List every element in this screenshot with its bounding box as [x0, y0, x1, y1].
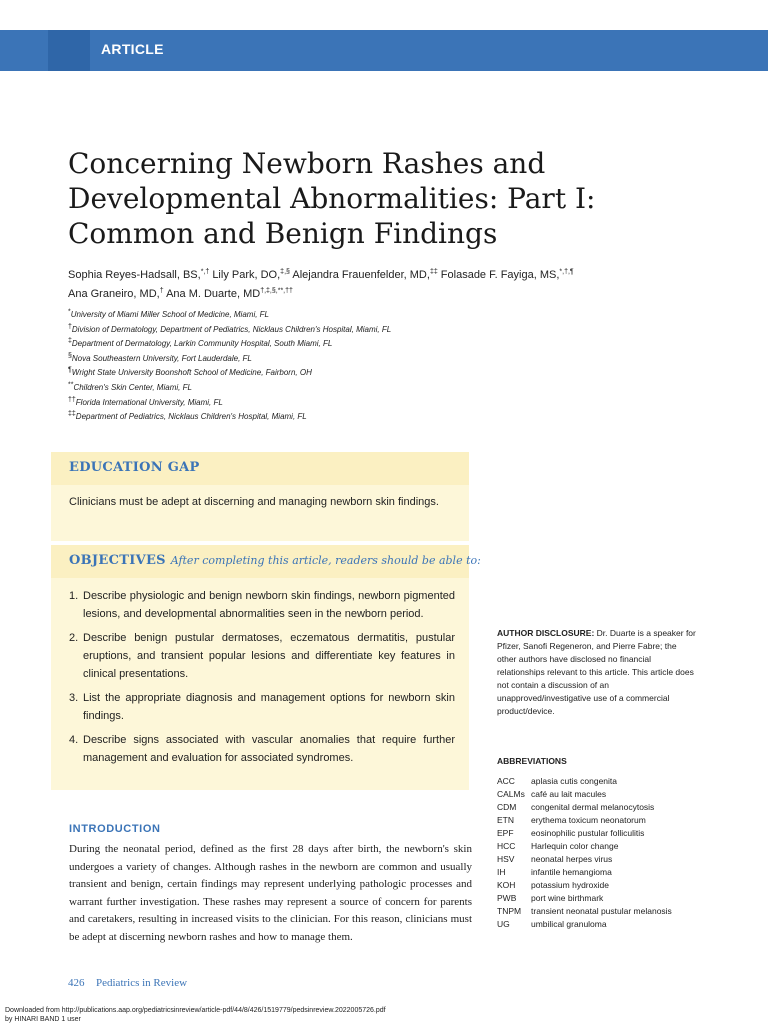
abbreviation-code: HCC	[497, 841, 516, 851]
abbreviation-row	[497, 801, 727, 814]
affiliation-list	[68, 308, 588, 425]
objective-item	[69, 689, 455, 725]
affiliation-text: Children's Skin Center, Miami, FL	[73, 382, 192, 392]
abbreviation-row	[497, 905, 727, 918]
abbreviation-def: café au lait macules	[531, 789, 607, 799]
author-mark: †	[159, 287, 164, 295]
abbreviation-row	[497, 840, 727, 853]
abbreviation-row	[497, 853, 727, 866]
abbreviation-def: transient neonatal pustular melanosis	[531, 906, 672, 916]
abbreviation-def: Harlequin color change	[531, 841, 619, 851]
objective-item	[69, 731, 455, 767]
title-line: Common and Benign Findings	[68, 217, 498, 250]
author-line	[68, 285, 708, 304]
affiliation-mark: ‡‡	[68, 410, 76, 418]
author-mark: *,†,¶	[559, 268, 574, 276]
author-disclosure	[497, 627, 697, 718]
affiliation	[68, 410, 588, 425]
author-name: Ana M. Duarte, MD	[166, 288, 261, 300]
abbreviation-code: UG	[497, 919, 510, 929]
abbreviation-def: eosinophilic pustular folliculitis	[531, 828, 645, 838]
author-list	[68, 266, 708, 304]
section-label: ARTICLE	[101, 41, 164, 57]
author-mark: *,†	[200, 268, 210, 276]
abbreviation-code: ETN	[497, 815, 514, 825]
disclosure-text: Dr. Duarte is a speaker for Pfizer, Sanofi Regeneron, and Pierre Fabre; the other authors have disclosed no financial relationships relevant to this article. This article does not contain a discussion of an unapproved/investigative use of a commercial product/device.	[497, 628, 696, 716]
abbreviation-code: ACC	[497, 776, 515, 786]
abbreviation-row	[497, 775, 727, 788]
objective-text: Describe physiologic and benign newborn skin findings, newborn pigmented lesions, and developmental abnormalities seen in the newborn period.	[83, 590, 455, 620]
affiliation	[68, 323, 588, 338]
abbreviations-heading: ABBREVIATIONS	[497, 756, 567, 766]
abbreviation-code: IH	[497, 867, 506, 877]
abbreviation-def: neonatal herpes virus	[531, 854, 613, 864]
objective-item	[69, 629, 455, 683]
author-name: Folasade F. Fayiga, MS,	[440, 269, 560, 281]
abbreviation-def: erythema toxicum neonatorum	[531, 815, 646, 825]
objective-text: Describe benign pustular dermatoses, eczematous dermatitis, pustular eruptions, and transient popular lesions and differentiate key features in clinical presentations.	[83, 632, 455, 680]
abbreviation-row	[497, 879, 727, 892]
abbreviation-def: infantile hemangioma	[531, 867, 612, 877]
affiliation	[68, 396, 588, 411]
introduction-heading: INTRODUCTION	[69, 823, 161, 835]
affiliation-mark: *	[68, 308, 71, 316]
affiliation	[68, 352, 588, 367]
abbreviation-def: potassium hydroxide	[531, 880, 609, 890]
abbreviation-row	[497, 827, 727, 840]
download-notice	[5, 1007, 705, 1024]
affiliation-mark: ††	[68, 395, 76, 403]
abbreviation-row	[497, 866, 727, 879]
affiliation-mark: **	[68, 381, 74, 389]
affiliation-mark: ‡	[68, 337, 72, 345]
author-name: Lily Park, DO,	[212, 269, 281, 281]
objectives-heading	[69, 553, 481, 568]
abbreviation-code: HSV	[497, 854, 515, 864]
abbreviation-def: umbilical granuloma	[531, 919, 607, 929]
abbreviations-list	[497, 775, 727, 931]
affiliation	[68, 366, 588, 381]
download-url: Downloaded from http://publications.aap.org/pediatricsinreview/article-pdf/44/8/426/1519779/pedsinreview.2022005726.pdf	[5, 1007, 386, 1014]
affiliation	[68, 308, 588, 323]
abbreviation-def: aplasia cutis congenita	[531, 776, 618, 786]
objectives-list	[69, 587, 455, 773]
abbreviation-def: port wine birthmark	[531, 893, 604, 903]
abbreviation-code: CALMs	[497, 789, 525, 799]
affiliation-mark: ¶	[68, 366, 72, 374]
objective-number: 4.	[69, 734, 79, 746]
affiliation-text: Department of Dermatology, Larkin Community Hospital, South Miami, FL	[71, 339, 333, 349]
author-line	[68, 266, 708, 285]
objectives-title: OBJECTIVES	[69, 553, 166, 568]
affiliation	[68, 381, 588, 396]
author-name: Alejandra Frauenfelder, MD,	[292, 269, 430, 281]
affiliation-text: Florida International University, Miami, FL	[75, 397, 223, 407]
abbreviation-code: KOH	[497, 880, 516, 890]
journal-name: Pediatrics in Review	[96, 977, 188, 989]
objective-number: 2.	[69, 632, 79, 644]
author-mark: ‡,§	[280, 268, 290, 276]
abbreviation-code: PWB	[497, 893, 517, 903]
abbreviation-row	[497, 788, 727, 801]
abbreviation-row	[497, 814, 727, 827]
education-gap-heading: EDUCATION GAP	[69, 460, 200, 475]
affiliation-text: Wright State University Boonshoft School of Medicine, Fairborn, OH	[71, 368, 312, 378]
affiliation-text: Division of Dermatology, Department of Pediatrics, Nicklaus Children's Hospital, Miami, FL	[71, 324, 392, 334]
disclosure-label: AUTHOR DISCLOSURE:	[497, 628, 595, 638]
affiliation-text: University of Miami Miller School of Medicine, Miami, FL	[70, 310, 270, 319]
abbreviation-code: CDM	[497, 802, 517, 812]
affiliation-text: Department of Pediatrics, Nicklaus Children's Hospital, Miami, FL	[75, 412, 307, 422]
objective-number: 3.	[69, 692, 79, 704]
author-name: Sophia Reyes-Hadsall, BS,	[68, 269, 201, 281]
affiliation-mark: †	[68, 322, 72, 330]
author-mark: ‡‡	[429, 268, 438, 276]
author-name: Ana Graneiro, MD,	[68, 288, 160, 300]
abbreviation-code: EPF	[497, 828, 514, 838]
title-line: Concerning Newborn Rashes and	[68, 147, 546, 180]
download-user: by HINARI BAND 1 user	[5, 1015, 81, 1023]
affiliation-text: Nova Southeastern University, Fort Lauderdale, FL	[71, 353, 252, 363]
article-title	[68, 146, 708, 251]
objectives-intro: After completing this article, readers should be able to:	[170, 554, 481, 567]
objective-text: Describe signs associated with vascular anomalies that require further management and evaluation for associated syndromes.	[83, 734, 455, 764]
objective-text: List the appropriate diagnosis and management options for newborn skin findings.	[83, 692, 455, 722]
objective-number: 1.	[69, 590, 79, 602]
abbreviation-row	[497, 892, 727, 905]
page-number: 426	[68, 977, 85, 989]
education-gap-text: Clinicians must be adept at discerning and managing newborn skin findings.	[69, 496, 439, 508]
affiliation-mark: §	[68, 352, 72, 360]
title-line: Developmental Abnormalities: Part I:	[68, 182, 596, 215]
abbreviation-def: congenital dermal melanocytosis	[531, 802, 655, 812]
objective-item	[69, 587, 455, 623]
author-mark: †,‡,§,**,††	[260, 287, 293, 295]
introduction-text: During the neonatal period, defined as the first 28 days after birth, the newborn's skin undergoes a variety of changes. Although rashes in the newborn are common and usually transient and benign, certain findings may represent underlying pathologic processes and warrant further investigation. These rashes may represent a source of concern for parents and caretakers, resulting in increased visits to the clinician. For this reason, clinicians must be adept at discerning newborn rashes and how to manage them.	[69, 843, 472, 943]
affiliation	[68, 337, 588, 352]
abbreviation-code: TNPM	[497, 906, 522, 916]
abbreviation-row	[497, 918, 727, 931]
header-tab	[48, 30, 90, 71]
